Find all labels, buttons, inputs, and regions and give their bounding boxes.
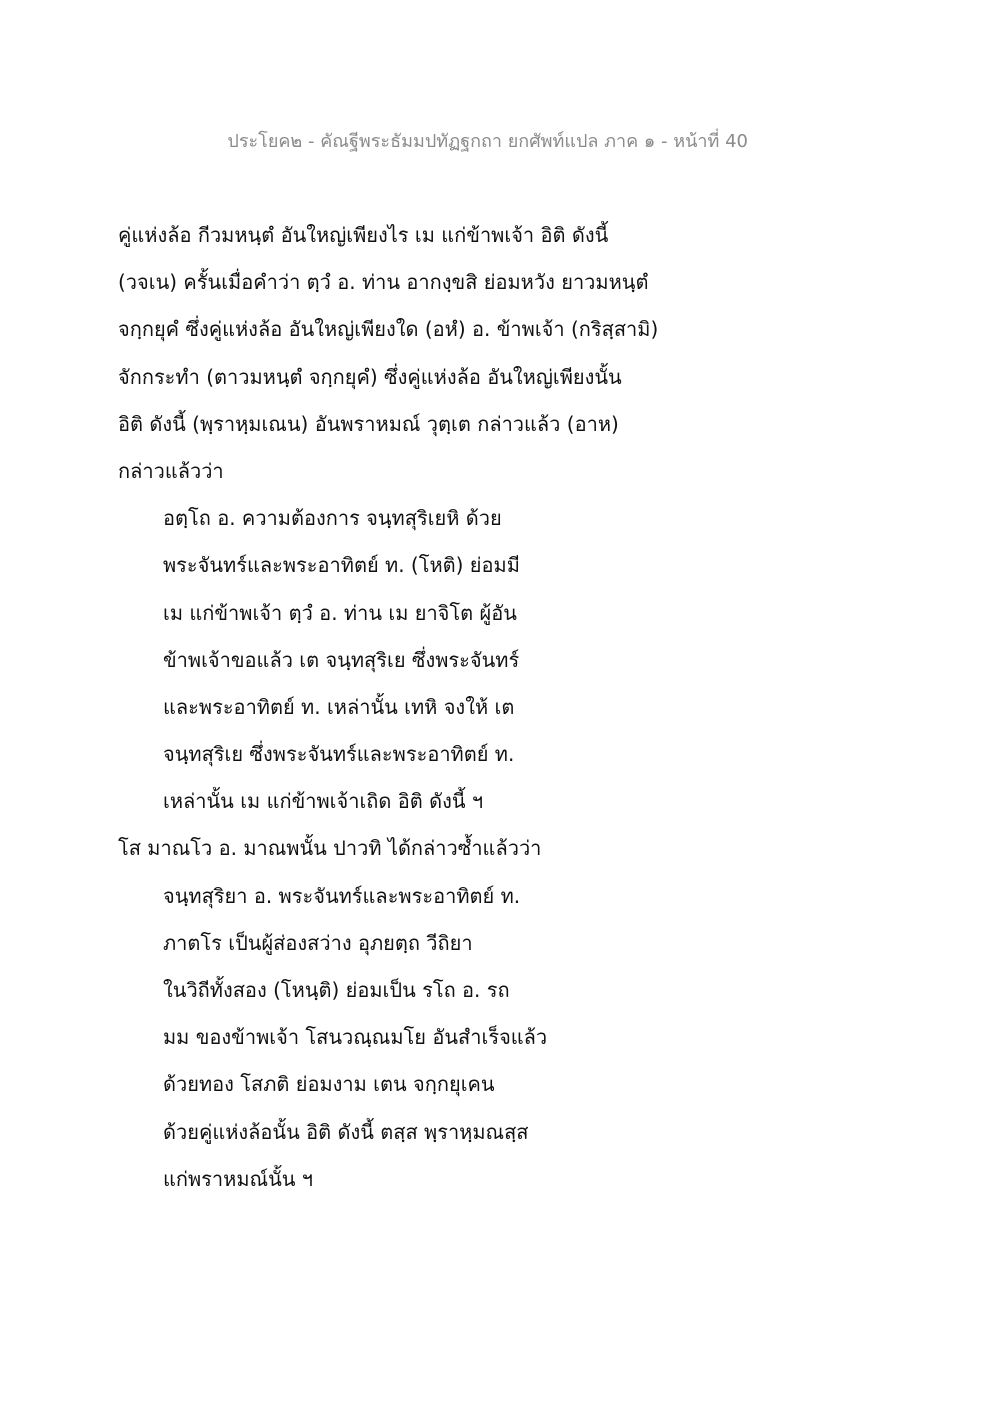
text-line: โส มาณโว อ. มาณพนั้น ปาวทิ ได้กล่าวซ้ำแล้วว่า — [118, 836, 542, 861]
verse-line: ด้วยคู่แห่งล้อนั้น อิติ ดังนี้ ตสฺส พฺราหฺมณสฺส — [163, 1119, 529, 1144]
verse-line: เม แก่ข้าพเจ้า ตฺวํ อ. ท่าน เม ยาจิโต ผู้อัน — [163, 600, 517, 625]
text-line: กล่าวแล้วว่า — [118, 458, 224, 483]
verse-line: อตฺโถ อ. ความต้องการ จนฺทสุริเยหิ ด้วย — [163, 506, 502, 531]
text-line: (วจเน) ครั้นเมื่อคำว่า ตฺวํ อ. ท่าน อากงฺขสิ ย่อมหวัง ยาวมหนฺตํ — [118, 270, 649, 295]
verse-line: ด้วยทอง โสภติ ย่อมงาม เตน จกฺกยุเคน — [163, 1072, 495, 1097]
verse-line: ข้าพเจ้าขอแล้ว เต จนฺทสุริเย ซึ่งพระจันทร์ — [163, 647, 520, 672]
verse-line: จนฺทสุริยา อ. พระจันทร์และพระอาทิตย์ ท. — [163, 883, 521, 908]
verse-line: เหล่านั้น เม แก่ข้าพเจ้าเถิด อิติ ดังนี้ ฯ — [163, 789, 484, 814]
text-line: จักกระทำ (ตาวมหนฺตํ จกฺกยุคํ) ซึ่งคู่แห่งล้อ อันใหญ่เพียงนั้น — [118, 364, 622, 389]
body-text — [118, 212, 738, 1203]
verse-line: และพระอาทิตย์ ท. เหล่านั้น เทหิ จงให้ เต — [163, 694, 515, 719]
text-line: อิติ ดังนี้ (พฺราหฺมเณน) อันพราหมณ์ วุตฺเต กล่าวแล้ว (อาห) — [118, 411, 619, 436]
verse-line: ภาตโร เป็นผู้ส่องสว่าง อุภยตฺถ วีถิยา — [163, 930, 473, 955]
verse-line: พระจันทร์และพระอาทิตย์ ท. (โหติ) ย่อมมี — [163, 553, 520, 578]
verse-line: แก่พราหมณ์นั้น ฯ — [163, 1166, 314, 1191]
verse-line: จนฺทสุริเย ซึ่งพระจันทร์และพระอาทิตย์ ท. — [163, 742, 515, 767]
verse-line: ในวิถีทั้งสอง (โหนฺติ) ย่อมเป็น รโถ อ. รถ — [163, 978, 510, 1002]
text-line: คู่แห่งล้อ กีวมหนฺตํ อันใหญ่เพียงไร เม แก่ข้าพเจ้า อิติ ดังนี้ — [118, 223, 609, 247]
page-header: ประโยค๒ - คัณฐีพระธัมมปทัฏฐกถา ยกศัพท์แปล ภาค ๑ - หน้าที่ 40 — [227, 131, 748, 152]
text-line: จกฺกยุคํ ซึ่งคู่แห่งล้อ อันใหญ่เพียงใด (อหํ) อ. ข้าพเจ้า (กริสฺสามิ) — [118, 317, 659, 342]
verse-line: มม ของข้าพเจ้า โสนวณฺณมโย อันสำเร็จแล้ว — [163, 1025, 548, 1050]
